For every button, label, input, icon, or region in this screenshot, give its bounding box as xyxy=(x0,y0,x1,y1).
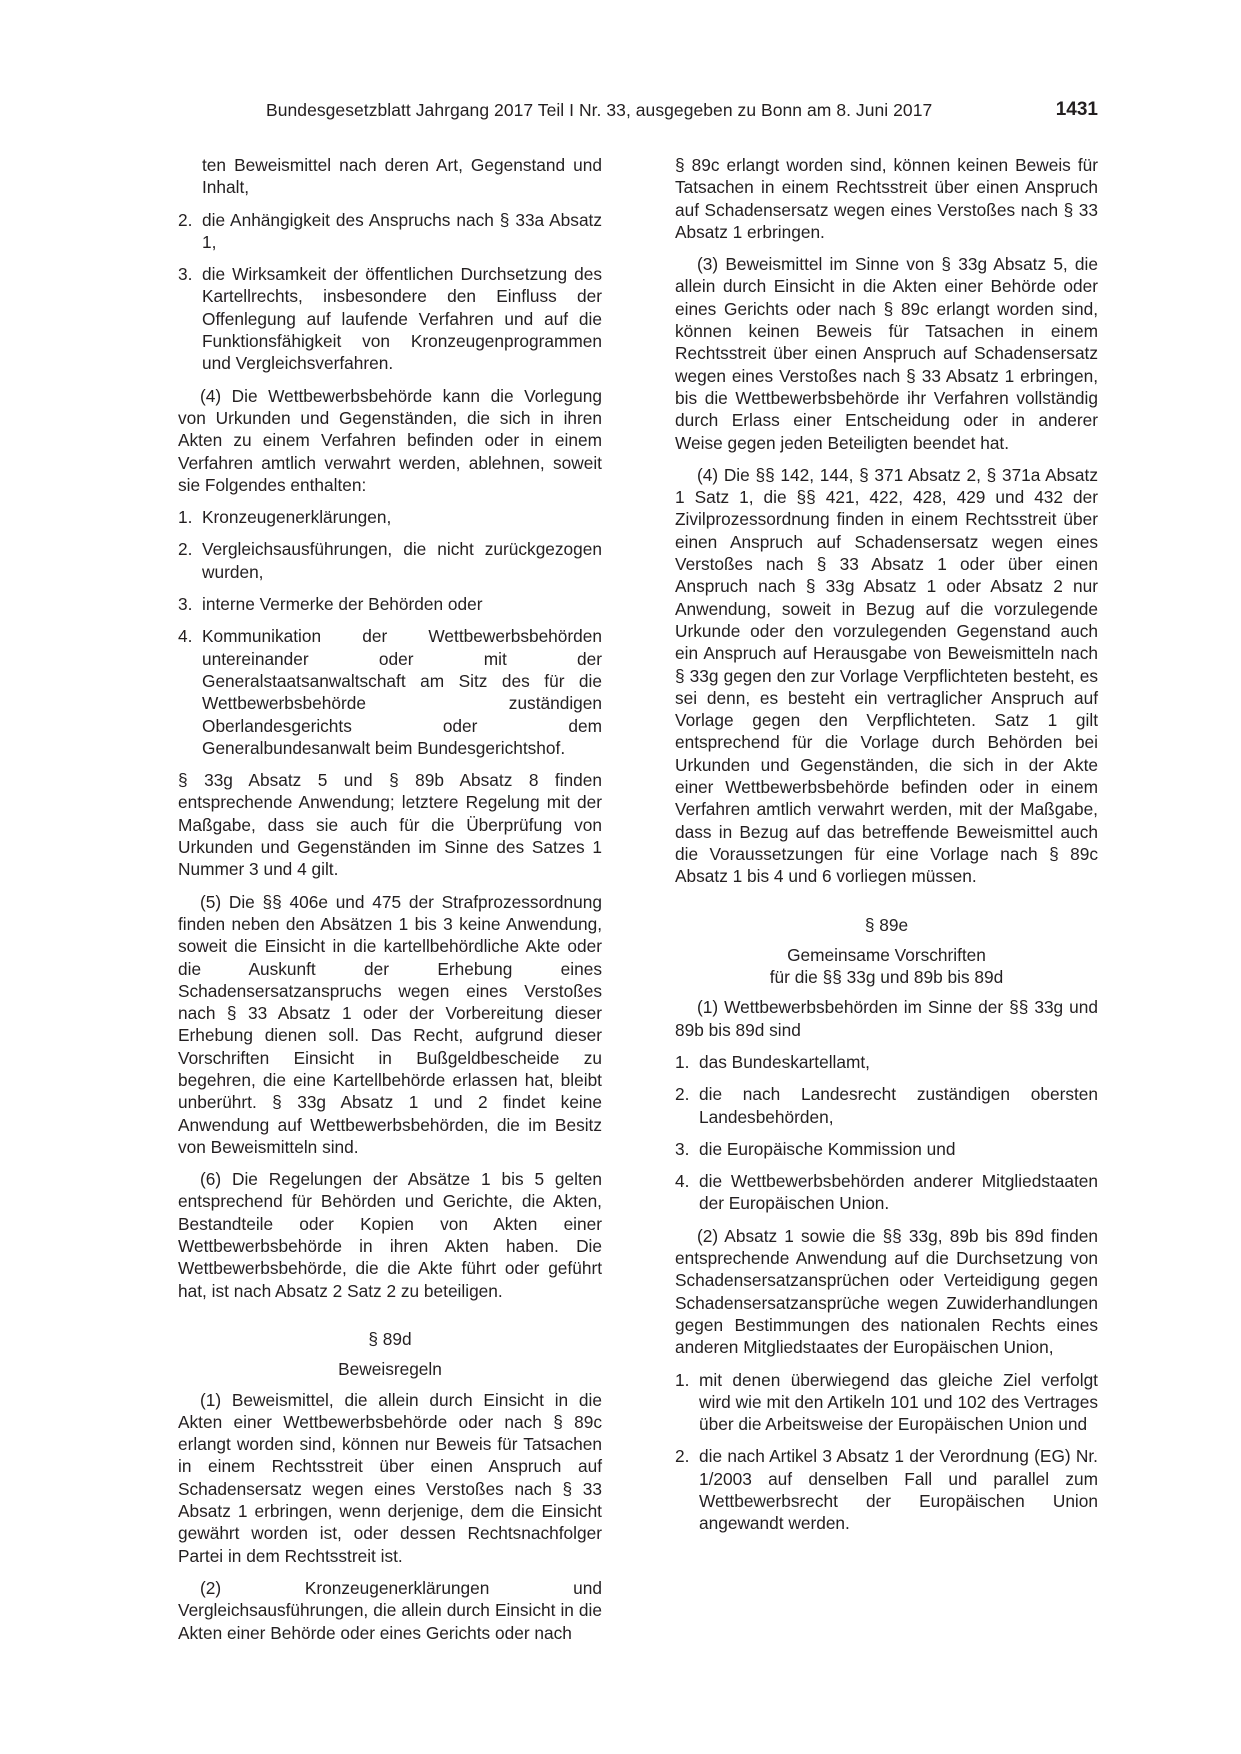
list-number: 4. xyxy=(675,1171,690,1192)
section-number: § 89d xyxy=(368,1328,412,1349)
page-number: 1431 xyxy=(1055,99,1098,120)
list-item xyxy=(178,593,602,615)
list-text: interne Vermerke der Behörden oder xyxy=(202,594,483,615)
list-text: das Bundeskartellamt, xyxy=(699,1051,870,1072)
list-item xyxy=(178,209,602,254)
list-number: 3. xyxy=(178,594,193,615)
list-item xyxy=(675,1138,1098,1160)
paragraph-after-list: § 33g Absatz 5 und § 89b Absatz 8 finden entsprechende Anwendung; letztere Regelung mit der Maßgabe, dass sie auch für die Überprüfung von Urkunden und Gegenständen im Sinne des Satzes 1 Nummer 3 und 4 gilt. xyxy=(178,770,602,880)
section-paragraph-2: (2) Kronzeugenerklärungen und Vergleichsausführungen, die allein durch Einsicht in die Akten einer Behörde oder eines Gerichts oder nach xyxy=(178,1577,602,1643)
list-text: Kommunikation der Wettbewerbsbehörden untereinander oder mit der Generalstaatsanwaltschaft am Sitz des für die Wettbewerbsbehörde zuständigen Oberlandesgerichts oder dem Generalbundesanwalt beim Bundesgerichtshof. xyxy=(202,626,602,758)
list-text: die nach Landesrecht zuständigen obersten Landesbehörden, xyxy=(699,1084,1098,1127)
page-header xyxy=(178,100,1098,130)
list-number: 2. xyxy=(675,1446,690,1467)
list-item xyxy=(675,1445,1098,1534)
section-paragraph-1: (1) Beweismittel, die allein durch Einsicht in die Akten einer Wettbewerbsbehörde oder nach § 89c erlangt worden sind, können nur Beweis für Tatsachen in einem Rechtsstreit über einen Anspruch auf Schadensersatz wegen eines Verstoßes nach § 33 Absatz 1 erbringen, wenn derjenige, dem die Einsicht gewährt worden ist, oder dessen Rechtsnachfolger Partei in dem Rechtsstreit ist. xyxy=(178,1389,602,1566)
list-item xyxy=(675,1170,1098,1215)
list-text: die Europäische Kommission und xyxy=(699,1138,956,1159)
list-item xyxy=(178,263,602,374)
section-number: § 89e xyxy=(864,914,909,935)
list-text: Kronzeugenerklärungen, xyxy=(202,507,392,528)
list-item xyxy=(178,506,602,528)
list-number: 2. xyxy=(675,1084,690,1105)
list-item xyxy=(675,1369,1098,1436)
paragraph-4: (4) Die §§ 142, 144, § 371 Absatz 2, § 371a Absatz 1 Satz 1, die §§ 421, 422, 428, 429 und 432 der Zivilprozessordnung finden in einem Rechtsstreit über einen Anspruch auf Schadensersatz wegen eines Verstoßes nach § 33 Absatz 1 oder über einen Anspruch nach § 33g Absatz 1 oder Absatz 2 nur Anwendung, soweit in Bezug auf die vorzulegende Urkunde oder den vorzulegenden Gegenstand auch ein Anspruch auf Herausgabe von Beweismitteln nach § 33g gegen den zur Vorlage Verpflichteten besteht, es sei denn, es besteht ein vertraglicher Anspruch auf Vorlage gegen den Verpflichteten. Satz 1 gilt entsprechend für die Vorlage durch Behörden bei Urkunden und Gegenständen, die sich in der Akte einer Wettbewerbsbehörde befinden oder in einem Verfahren amtlich verwahrt werden, mit der Maßgabe, dass in Bezug auf das betreffende Beweismittel auch die Voraussetzungen für eine Vorlage nach § 89c Absatz 1 bis 4 und 6 vorliegen müssen. xyxy=(675,464,1098,887)
list-number: 2. xyxy=(178,209,193,230)
paragraph-5: (5) Die §§ 406e und 475 der Strafprozessordnung finden neben den Absätzen 1 bis 3 keine Anwendung, soweit die Einsicht in die kartellbehördliche Akte oder die Auskunft der Erhebung eines Schadensersatzanspruchs wegen eines Verstoßes nach § 33 Absatz 1 oder der Vorbereitung dieser Erhebung dienen soll. Das Recht, aufgrund dieser Vorschriften Einsicht in Bußgeldbescheide zu begehren, die eine Kartellbehörde erlassen hat, bleibt unberührt. § 33g Absatz 1 und 2 findet keine Anwendung auf Wettbewerbsbehörden, die im Besitz von Beweismitteln sind. xyxy=(178,891,602,1157)
continued-list-text: ten Beweismittel nach deren Art, Gegenstand und Inhalt, xyxy=(202,155,602,198)
section-title: Beweisregeln xyxy=(338,1359,442,1380)
paragraph-3: (3) Beweismittel im Sinne von § 33g Absatz 5, die allein durch Einsicht in die Akten einer Behörde oder eines Gerichts oder nach § 89c erlangt worden sind, können keinen Beweis für Tatsachen in einem Rechtsstreit über einen Anspruch auf Schadensersatz wegen eines Verstoßes nach § 33 Absatz 1 erbringen, bis die Wettbewerbsbehörde ihr Verfahren vollständig durch Erlass einer Entscheidung oder in anderer Weise gegen jeden Beteiligten beendet hat. xyxy=(675,254,1098,453)
list-item xyxy=(675,1083,1098,1128)
list-number: 1. xyxy=(675,1051,690,1072)
list-text: die Anhängigkeit des Anspruchs nach § 33a Absatz 1, xyxy=(202,209,602,252)
list-item xyxy=(675,1051,1098,1073)
paragraph-4: (4) Die Wettbewerbsbehörde kann die Vorlegung von Urkunden und Gegenständen, die sich in ihren Akten zu einem Verfahren befinden oder in einem Verfahren amtlich verwahrt werden, ablehnen, soweit sie Folgendes enthalten: xyxy=(178,385,602,495)
list-number: 3. xyxy=(675,1138,690,1159)
list-number: 1. xyxy=(178,507,193,528)
list-number: 1. xyxy=(675,1369,690,1390)
list-item xyxy=(178,538,602,583)
list-text: die Wirksamkeit der öffentlichen Durchsetzung des Kartellrechts, insbesondere den Einfluss der Offenlegung auf laufende Verfahren und auf die Funktionsfähigkeit von Kronzeugenprogrammen und Vergleichsverfahren. xyxy=(202,264,602,374)
section-paragraph-2: (2) Absatz 1 sowie die §§ 33g, 89b bis 89d finden entsprechende Anwendung auf die Durchsetzung von Schadensersatzansprüchen oder Verteidigung gegen Schadensersatzansprüche wegen Zuwiderhandlungen gegen Bestimmungen des nationalen Rechts eines anderen Mitgliedstaates der Europäischen Union, xyxy=(675,1225,1098,1358)
left-column xyxy=(178,154,602,1654)
list-text: Vergleichsausführungen, die nicht zurückgezogen wurden, xyxy=(202,539,602,582)
section-paragraph-1: (1) Wettbewerbsbehörden im Sinne der §§ 33g und 89b bis 89d sind xyxy=(675,997,1098,1040)
section-title-line-2: für die §§ 33g und 89b bis 89d xyxy=(769,967,1004,988)
header-title: Bundesgesetzblatt Jahrgang 2017 Teil I Nr. 33, ausgegeben zu Bonn am 8. Juni 2017 xyxy=(266,100,933,120)
section-title-line-1: Gemeinsame Vorschriften xyxy=(787,944,986,965)
list-number: 4. xyxy=(178,626,193,647)
continued-paragraph: § 89c erlangt worden sind, können keinen Beweis für Tatsachen in einem Rechtsstreit über einen Anspruch auf Schadensersatz wegen eines Verstoßes nach § 33 Absatz 1 erbringen. xyxy=(675,155,1098,242)
list-text: die Wettbewerbsbehörden anderer Mitgliedstaaten der Europäischen Union. xyxy=(699,1171,1098,1214)
paragraph-6: (6) Die Regelungen der Absätze 1 bis 5 gelten entsprechend für Behörden und Gerichte, die Akten, Bestandteile oder Kopien von Akten einer Wettbewerbsbehörde in ihren Akten haben. Die Wettbewerbsbehörde, die die Akte führt oder geführt hat, ist nach Absatz 2 Satz 2 zu beteiligen. xyxy=(178,1169,602,1301)
list-number: 2. xyxy=(178,539,193,560)
list-number: 3. xyxy=(178,264,193,285)
list-item xyxy=(178,625,602,759)
list-text: mit denen überwiegend das gleiche Ziel verfolgt wird wie mit den Artikeln 101 und 102 des Vertrages über die Arbeitsweise der Europäischen Union und xyxy=(699,1369,1098,1435)
list-text: die nach Artikel 3 Absatz 1 der Verordnung (EG) Nr. 1/2003 auf denselben Fall und parallel zum Wettbewerbsrecht der Europäischen Union angewandt werden. xyxy=(699,1446,1098,1534)
right-column xyxy=(675,154,1098,1545)
